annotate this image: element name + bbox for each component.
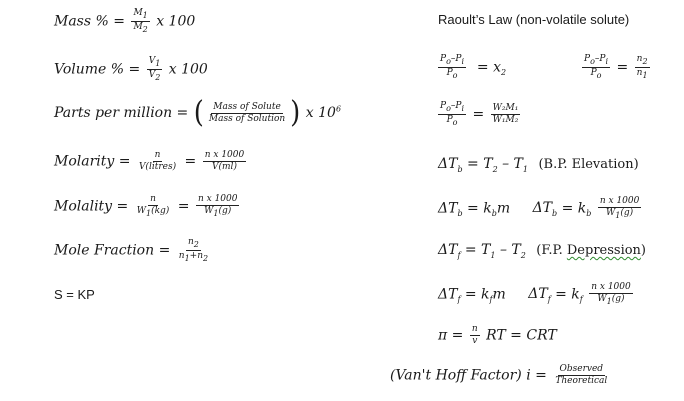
molarity-formula: Molarity = n V(litres) = $\frac{\text{n x 1000}}{V(ml)}$ xyxy=(54,150,245,172)
bp-elevation-formula: $\Delta T_b = T_2 - T_1$ (B.P. Elevation) xyxy=(438,156,639,174)
raoult-formula-mass: $\frac{P_o-P_i}{P_o}$ = $\frac{\text{W₂M₁}}{\text{W₁M₂}}$ xyxy=(440,101,519,127)
raoult-formula-mole-fraction: $\frac{P_o-P_i}{P_o}$ = $x_2$ xyxy=(440,54,507,80)
vant-hoff-factor-formula: (Van't Hoff Factor) i = Observed Theoretical xyxy=(390,364,608,386)
volume-percent-formula: Volume % = $\frac{V_1}{V_2}$ x 100 xyxy=(54,56,208,82)
bp-elevation-constant-formula: $\Delta T_b = k_bm$ $\Delta T_b = k_b$ $\frac{\text{n x 1000}}{W_1(g)}$ xyxy=(438,196,640,220)
molality-formula: Molality = $\frac{n}{W_1(kg)}$ = $\frac{\text{n x 1000}}{W_1(g)}$ xyxy=(54,194,238,218)
ppm-formula: Parts per million = ( Mass of Solute Mass of Solution ) x $10^6$ xyxy=(54,95,342,131)
mole-fraction-formula: Mole Fraction = $\frac{n_2}{n_1+n_2}$ xyxy=(54,237,209,263)
raoult-title: Raoult’s Law (non-volatile solute) xyxy=(438,12,630,27)
fp-depression-constant-formula: $\Delta T_f = k_fm$ $\Delta T_f = k_f$ $\frac{\text{n x 1000}}{W_1(g)}$ xyxy=(438,282,631,306)
raoult-formula-moles: $\frac{P_o-P_i}{P_o}$ = $\frac{n_2}{n_1}$ xyxy=(584,54,648,80)
mass-percent-formula: Mass % = $\frac{M_1}{M_2}$ x 100 xyxy=(54,8,196,34)
osmotic-pressure-formula: π = $\frac{n}{v}$ RT = CRT xyxy=(438,324,557,346)
henry-law: S = KP xyxy=(54,287,95,302)
fp-depression-formula: $\Delta T_f = T_1 - T_2$ (F.P. Depression) xyxy=(438,242,646,260)
